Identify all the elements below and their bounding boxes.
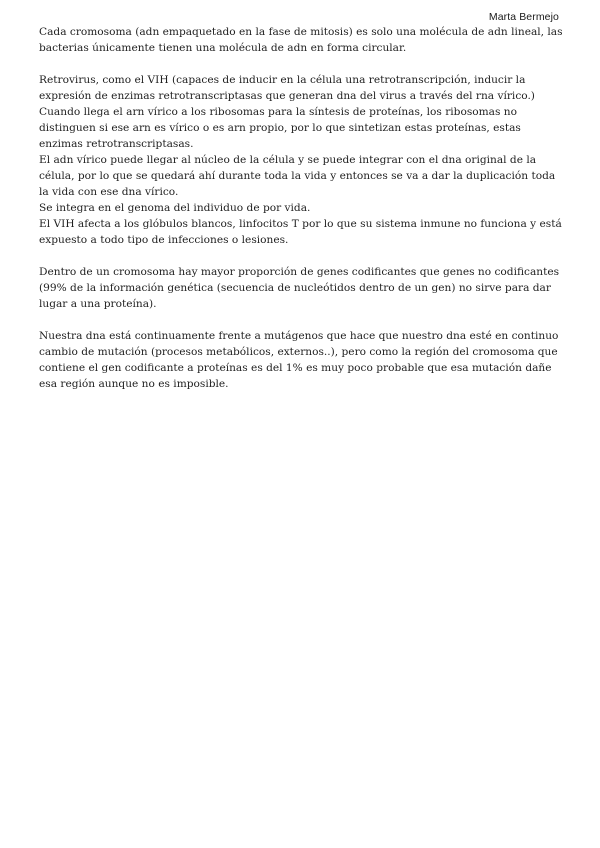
- paragraph-text: Cuando llega el arn vírico a los ribosomas para la síntesis de proteínas, los ribosomas no distinguen si ese arn es vírico o es arn propio, por lo que sintetizan estas proteínas, estas enzimas retrotranscriptasas.: [39, 106, 521, 150]
- author-name: Marta Bermejo: [488, 11, 559, 23]
- paragraph-text: Cada cromosoma (adn empaquetado en la fase de mitosis) es solo una molécula de adn lineal, las bacterias únicamente tienen una molécula de adn en forma circular.: [39, 26, 563, 54]
- paragraph-text: El adn vírico puede llegar al núcleo de la célula y se puede integrar con el dna original de la célula, por lo que se quedará ahí durante toda la vida y entonces se va a dar la duplicación toda la vida con ese dna vírico.: [39, 154, 556, 198]
- paragraph-cromosoma: [39, 24, 563, 56]
- paragraph-text: Dentro de un cromosoma hay mayor proporción de genes codificantes que genes no codificantes (99% de la información genética (secuencia de nucleótidos dentro de un gen) no sirve para dar lugar a una proteína).: [39, 266, 560, 310]
- paragraph-text: El VIH afecta a los glóbulos blancos, linfocitos T por lo que su sistema inmune no funciona y está expuesto a todo tipo de infecciones o lesiones.: [39, 218, 562, 246]
- paragraph-retrovirus: [39, 72, 563, 248]
- document-body: [39, 24, 563, 408]
- paragraph-text: Retrovirus, como el VIH (capaces de inducir en la célula una retrotranscripción, inducir la expresión de enzimas retrotranscriptasas que generan dna del virus a través del rna vírico.): [39, 74, 535, 102]
- paragraph-text: Nuestra dna está continuamente frente a mutágenos que hace que nuestro dna esté en continuo cambio de mutación (procesos metabólicos, externos..), pero como la región del cromosoma que contiene el gen codificante a proteínas es del 1% es muy poco probable que esa mutación dañe esa región aunque no es imposible.: [39, 330, 559, 390]
- paragraph-genes-codificantes: [39, 264, 563, 312]
- paragraph-text: Se integra en el genoma del individuo de por vida.: [39, 202, 311, 214]
- paragraph-mutagenos: [39, 328, 563, 392]
